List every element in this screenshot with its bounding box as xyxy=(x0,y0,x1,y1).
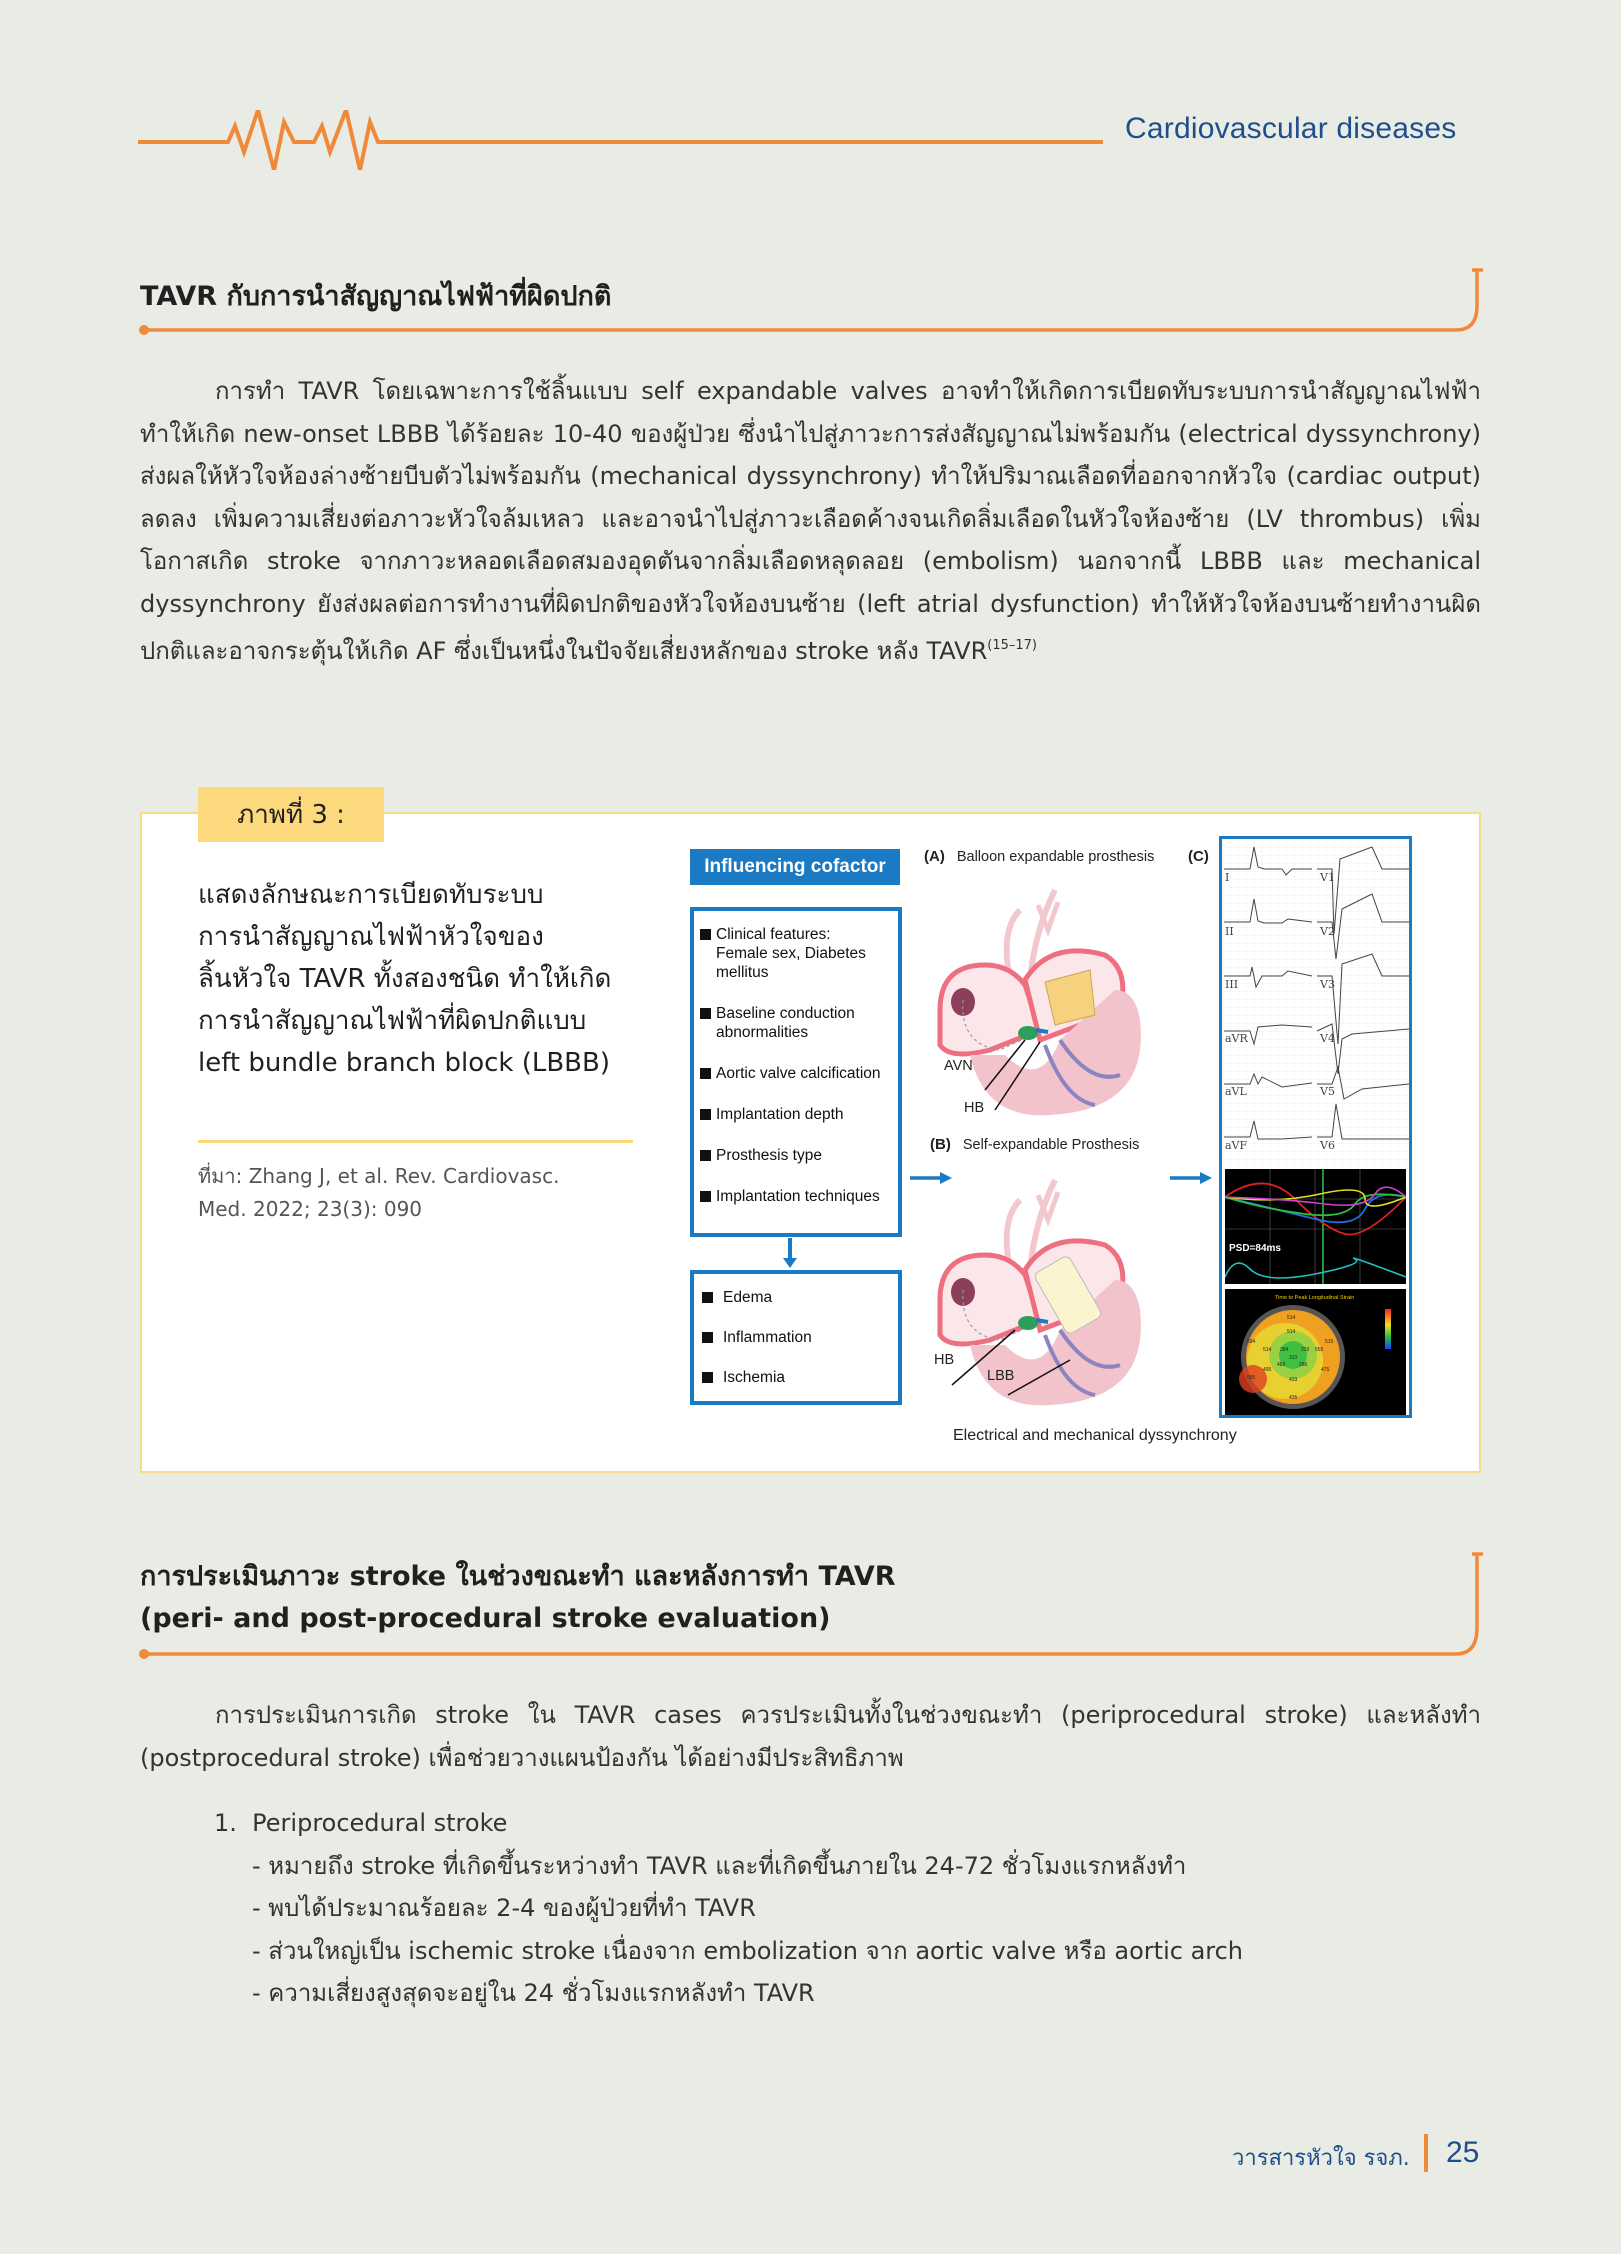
footer-journal-name: วารสารหัวใจ รจภ. xyxy=(1232,2146,1410,2171)
heading-line-english: (peri- and post-procedural stroke evaluation) xyxy=(140,1603,831,1634)
effect-text: Inflammation xyxy=(723,1329,812,1346)
body-paragraph-stroke-evaluation xyxy=(140,1694,1481,1779)
bullet-square-icon xyxy=(702,1372,713,1383)
ecg-lead-label: V4 xyxy=(1320,1032,1335,1045)
section-heading-stroke-evaluation xyxy=(140,1556,896,1640)
paragraph-text: การทำ TAVR โดยเฉพาะการใช้ลิ้นแบบ self expandable valves อาจทำให้เกิดการเบียดทับระบบการนำสัญญาณไฟฟ้า ทำให้เกิด new-onset LBBB ได้ร้อยละ 10-40 ของผู้ป่วย ซึ่งนำไปสู่ภาวะการส่งสัญญาณไม่พร้อมกัน (electrical dyssynchrony) ส่งผลให้หัวใจห้องล่างซ้ายบีบตัวไม่พร้อมกัน (mechanical dyssynchrony) ทำให้ปริมาณเลือดที่ออกจากหัวใจ (cardiac output) ลดลง เพิ่มความเสี่ยงต่อภาวะหัวใจล้มเหลว และอาจนำไปสู่ภาวะเลือดค้างจนเกิดลิ่มเลือดในหัวใจห้องซ้าย (LV thrombus) เพิ่มโอกาสเกิด stroke จากภาวะหลอดเลือดสมองอุดตันจากลิ่มเลือดหลุดลอย (embolism) นอกจากนี้ LBBB และ mechanical dyssynchrony ยังส่งผลต่อการทำงานที่ผิดปกติของหัวใจห้องบนซ้าย (left atrial dysfunction) ทำให้หัวใจห้องบนซ้ายทำงานผิดปกติและอาจกระตุ้นให้เกิด AF ซึ่งเป็นหนึ่งในปัจจัยเสี่ยงหลักของ stroke หลัง TAVR xyxy=(140,377,1481,665)
heart-illustration-self-expandable xyxy=(930,1160,1165,1410)
effect-item xyxy=(702,1288,894,1307)
arrow-right-icon xyxy=(1170,1170,1212,1186)
list-item-periprocedural xyxy=(214,1802,1484,1845)
label-hb: HB xyxy=(934,1352,955,1368)
cofactor-text: Implantation techniques xyxy=(716,1188,880,1205)
panel-letter: (A) xyxy=(924,848,945,865)
ecg-lead-label: V3 xyxy=(1320,978,1335,991)
heart-illustration-balloon xyxy=(930,870,1165,1120)
footer-divider xyxy=(1424,2134,1428,2172)
cofactor-item xyxy=(700,925,894,982)
effect-text: Edema xyxy=(723,1289,773,1306)
svg-text:433: 433 xyxy=(1289,1377,1298,1383)
svg-text:514: 514 xyxy=(1263,1347,1272,1353)
bullet-square-icon xyxy=(700,1150,711,1161)
svg-text:555: 555 xyxy=(1247,1375,1256,1381)
svg-text:333: 333 xyxy=(1301,1347,1310,1353)
panel-a-title xyxy=(924,848,1154,865)
caption-line: การนำสัญญาณไฟฟ้าหัวใจของ xyxy=(198,922,544,952)
ecg-lead-label: V6 xyxy=(1320,1139,1335,1152)
effect-item xyxy=(702,1368,894,1387)
effect-text: Ischemia xyxy=(723,1369,786,1386)
source-line: Med. 2022; 23(3): 090 xyxy=(198,1197,423,1221)
bullet-square-icon xyxy=(700,929,711,940)
figure-footer-caption: Electrical and mechanical dyssynchrony xyxy=(953,1427,1237,1444)
list-subitem: - พบได้ประมาณร้อยละ 2-4 ของผู้ป่วยที่ทำ TAVR xyxy=(252,1894,756,1922)
caption-line: การนำสัญญาณไฟฟ้าที่ผิดปกติแบบ xyxy=(198,1006,587,1036)
cofactor-item xyxy=(700,1105,894,1124)
bullseye-title: Time to Peak Longitudinal Strain xyxy=(1275,1295,1355,1301)
panel-b-title xyxy=(930,1136,1139,1153)
list-subitem: - หมายถึง stroke ที่เกิดขึ้นระหว่างทำ TAVR และที่เกิดขึ้นภายใน 24-72 ชั่วโมงแรกหลังทำ xyxy=(252,1851,1187,1880)
cofactor-text: Aortic valve calcification xyxy=(716,1065,881,1082)
heading-line-thai: การประเมินภาวะ stroke ในช่วงขณะทำ และหลังการทำ TAVR xyxy=(140,1561,896,1592)
cofactor-item xyxy=(700,1146,894,1165)
ecg-lead-label: III xyxy=(1225,978,1239,991)
svg-text:435: 435 xyxy=(1289,1395,1298,1401)
figure-label-tab: ภาพที่ 3 : xyxy=(198,787,384,842)
strain-curve-chart xyxy=(1225,1169,1406,1284)
list-subitem: - ส่วนใหญ่เป็น ischemic stroke เนื่องจาก embolization จาก aortic valve หรือ aortic arch xyxy=(252,1936,1244,1965)
bullet-square-icon xyxy=(700,1109,711,1120)
paragraph-text: การประเมินการเกิด stroke ใน TAVR cases ควรประเมินทั้งในช่วงขณะทำ (periprocedural stroke) และหลังทำ (postprocedural stroke) เพื่อช่วยวางแผนป้องกัน ได้อย่างมีประสิทธิภาพ xyxy=(140,1701,1481,1772)
bullet-square-icon xyxy=(702,1292,713,1303)
svg-text:555: 555 xyxy=(1315,1347,1324,1353)
cofactor-item xyxy=(700,1064,894,1083)
panel-c-letter xyxy=(1188,848,1221,865)
body-paragraph-tavr-conduction xyxy=(140,370,1481,673)
effect-item xyxy=(702,1328,894,1347)
cofactor-text: Prosthesis type xyxy=(716,1147,822,1164)
svg-text:495: 495 xyxy=(1263,1367,1272,1373)
svg-text:514: 514 xyxy=(1287,1329,1296,1335)
bullet-square-icon xyxy=(702,1332,713,1343)
label-lbb: LBB xyxy=(987,1368,1015,1384)
cofactor-list-box xyxy=(690,907,902,1237)
panel-title-text: Balloon expandable prosthesis xyxy=(956,849,1155,865)
ecg-tracing xyxy=(1222,839,1409,1165)
psd-value: PSD=84ms xyxy=(1229,1243,1281,1254)
svg-text:313: 313 xyxy=(1289,1355,1298,1361)
list-subitem: - ความเสี่ยงสูงสุดจะอยู่ใน 24 ชั่วโมงแรกหลังทำ TAVR xyxy=(252,1979,815,2007)
ecg-lead-label: aVR xyxy=(1225,1032,1248,1045)
svg-text:483: 483 xyxy=(1277,1362,1286,1368)
cofactor-item xyxy=(700,1187,894,1206)
cofactor-text: Clinical features: Female sex, Diabetes mellitus xyxy=(716,926,866,981)
caption-line: ลิ้นหัวใจ TAVR ทั้งสองชนิด ทำให้เกิด xyxy=(198,964,612,994)
stroke-types-list xyxy=(214,1802,1484,2015)
running-header-title: Cardiovascular diseases xyxy=(1125,112,1457,145)
label-hb: HB xyxy=(964,1100,985,1116)
svg-text:475: 475 xyxy=(1321,1367,1330,1373)
cofactor-text: Implantation depth xyxy=(716,1106,844,1123)
list-number: 1. xyxy=(214,1809,237,1837)
arrow-down-icon xyxy=(780,1238,800,1270)
cofactor-item xyxy=(700,1004,894,1042)
ecg-lead-label: V1 xyxy=(1320,871,1335,884)
svg-text:286: 286 xyxy=(1299,1362,1308,1368)
bullseye-strain-map xyxy=(1225,1289,1406,1415)
ecg-lead-label: aVF xyxy=(1225,1139,1248,1152)
list-title: Periprocedural stroke xyxy=(252,1809,508,1837)
section-heading-tavr-conduction: TAVR กับการนำสัญญาณไฟฟ้าที่ผิดปกติ xyxy=(140,281,612,312)
caption-line: left bundle branch block (LBBB) xyxy=(198,1048,611,1078)
figure-source xyxy=(198,1160,638,1226)
panel-letter: (C) xyxy=(1188,848,1209,865)
label-avn: AVN xyxy=(944,1058,973,1074)
bullet-square-icon xyxy=(700,1068,711,1079)
source-line: ที่มา: Zhang J, et al. Rev. Cardiovasc. xyxy=(198,1164,560,1188)
svg-text:284: 284 xyxy=(1280,1347,1289,1353)
ecg-and-strain-panel xyxy=(1219,836,1412,1418)
page-number: 25 xyxy=(1446,2136,1480,2169)
figure-caption xyxy=(198,874,638,1084)
panel-title-text: Self-expandable Prosthesis xyxy=(962,1137,1140,1153)
effects-list-box xyxy=(690,1270,902,1405)
citation-superscript: (15–17) xyxy=(987,638,1037,653)
cofactor-text: Baseline conduction abnormalities xyxy=(716,1005,855,1041)
svg-text:514: 514 xyxy=(1287,1315,1296,1321)
bullet-square-icon xyxy=(700,1008,711,1019)
caption-divider xyxy=(198,1140,633,1143)
ecg-lead-label: I xyxy=(1225,871,1230,884)
panel-letter: (B) xyxy=(930,1136,951,1153)
svg-text:515: 515 xyxy=(1325,1339,1334,1345)
influencing-cofactor-header: Influencing cofactor xyxy=(690,849,900,885)
caption-line: แสดงลักษณะการเบียดทับระบบ xyxy=(198,880,544,910)
bullet-square-icon xyxy=(700,1191,711,1202)
ecg-lead-label: II xyxy=(1225,925,1234,938)
ecg-lead-label: V2 xyxy=(1320,925,1335,938)
svg-text:594: 594 xyxy=(1247,1339,1256,1345)
ecg-lead-label: aVL xyxy=(1225,1085,1247,1098)
ecg-lead-label: V5 xyxy=(1320,1085,1335,1098)
heartbeat-line-icon xyxy=(138,110,1103,170)
